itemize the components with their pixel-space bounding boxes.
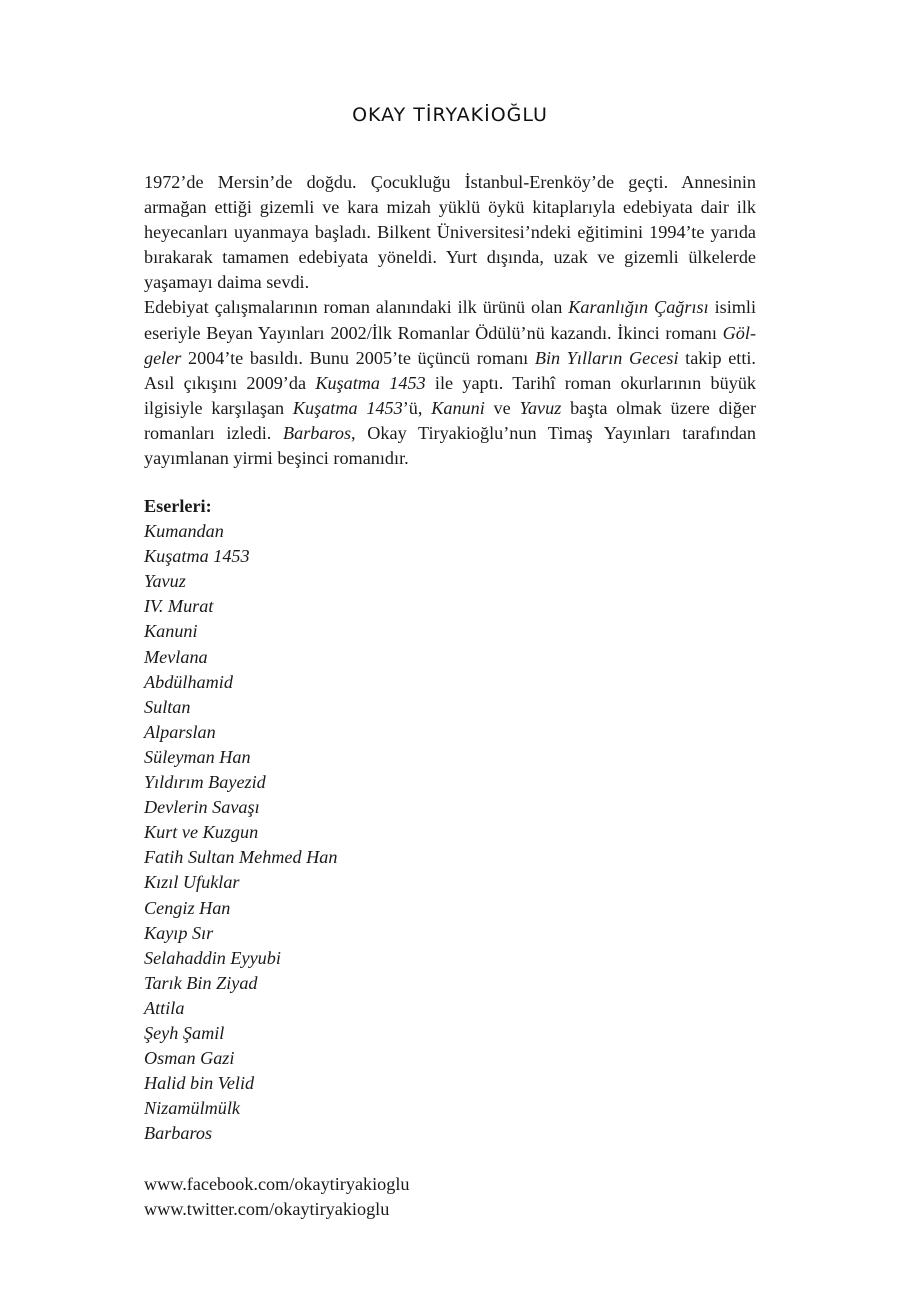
work-item: Kumandan — [144, 521, 224, 542]
work-item: Devlerin Savaşı — [144, 797, 260, 818]
work-item: IV. Murat — [144, 596, 214, 617]
work-item: Cengiz Han — [144, 897, 231, 918]
work-item: Kızıl Ufuklar — [144, 872, 240, 893]
work-item: Abdülhamid — [144, 671, 233, 692]
bio-text: Edebiyat çalışmalarının roman alanındaki ilk ürünü olan — [144, 297, 569, 318]
work-item: Fatih Sultan Mehmed Han — [144, 847, 338, 868]
work-item: Osman Gazi — [144, 1048, 235, 1069]
book-title-italic: Gölgeler — [144, 322, 756, 368]
twitter-link: www.twitter.com/okaytiryakioglu — [144, 1199, 390, 1220]
bio-paragraph-2 — [144, 295, 756, 471]
book-title-italic: Yavuz — [519, 397, 562, 418]
work-item: Nizamülmülk — [144, 1098, 240, 1119]
work-item: Alparslan — [144, 721, 216, 742]
book-title-italic: Bin Yılların Gecesi — [534, 347, 679, 368]
facebook-link: www.facebook.com/okaytiryakioglu — [144, 1174, 410, 1194]
bio-text: 2004’te basıldı. Bunu 2005’te üçüncü romanı — [181, 347, 535, 368]
work-item: Halid bin Velid — [144, 1073, 255, 1094]
work-item: Şeyh Şamil — [144, 1022, 225, 1043]
bio-text: isimli eseriyle Beyan Yayınları 2002/İlk Romanlar Ödülü’nü kazandı. İkinci romanı — [144, 297, 757, 343]
work-item: Süleyman Han — [144, 746, 251, 767]
bio-text: , Okay Tiryakioğlu’nun Timaş Yayınları tarafından yayımlanan yirmi beşinci romanıdır. — [144, 422, 756, 469]
social-links — [144, 1172, 756, 1222]
book-title-italic: Kanuni — [431, 397, 485, 418]
work-item: Sultan — [144, 696, 191, 717]
work-item: Yavuz — [144, 571, 186, 592]
author-biography — [144, 170, 756, 471]
works-list — [144, 519, 756, 1146]
bio-text: takip etti. Asıl çıkışını 2009’da — [144, 347, 756, 393]
works-section — [144, 494, 756, 1146]
bio-paragraph-1: 1972’de Mersin’de doğdu. Çocukluğu İstanbul-Erenköy’de geçti. Annesinin armağan ettiği gizemli ve kara mizah yüklü öykü kitaplarıyla edebiyata dair ilk heyecanları uyanmaya başladı. Bilkent Üniversitesi’ndeki eğitimini 1994’te yarıda bırakarak tamamen edebiyata yöneldi. Yurt dışında, uzak ve gizemli ülkelerde yaşamayı daima sevdi. — [144, 172, 756, 293]
book-title-italic: Kuşatma 1453 — [315, 372, 426, 393]
book-title-italic: Kuşatma 1453 — [292, 397, 403, 418]
work-item: Selahaddin Eyyubi — [144, 947, 281, 968]
book-title-italic: Barbaros — [283, 422, 352, 443]
work-item: Yıldırım Bayezid — [144, 772, 266, 793]
author-name-heading: OKAY TİRYAKİOĞLU — [352, 104, 548, 126]
work-item: Kuşatma 1453 — [144, 546, 250, 567]
work-item: Barbaros — [144, 1123, 213, 1144]
work-item: Kurt ve Kuzgun — [144, 822, 259, 843]
book-title-italic: Karanlığın Çağrısı — [568, 297, 709, 318]
work-item: Attila — [144, 997, 185, 1018]
work-item: Kayıp Sır — [144, 922, 214, 943]
work-item: Mevlana — [144, 646, 208, 667]
works-heading: Eserleri: — [144, 496, 212, 516]
work-item: Kanuni — [144, 621, 198, 642]
work-item: Tarık Bin Ziyad — [144, 972, 258, 993]
bio-text: ’ü, — [402, 397, 432, 418]
bio-text: başta olmak üzere diğer romanları izledi. — [144, 397, 756, 443]
bio-text: ve — [484, 397, 520, 418]
bio-text: ile yaptı. Tarihî roman okurlarının büyük ilgisiyle karşılaşan — [144, 372, 757, 418]
